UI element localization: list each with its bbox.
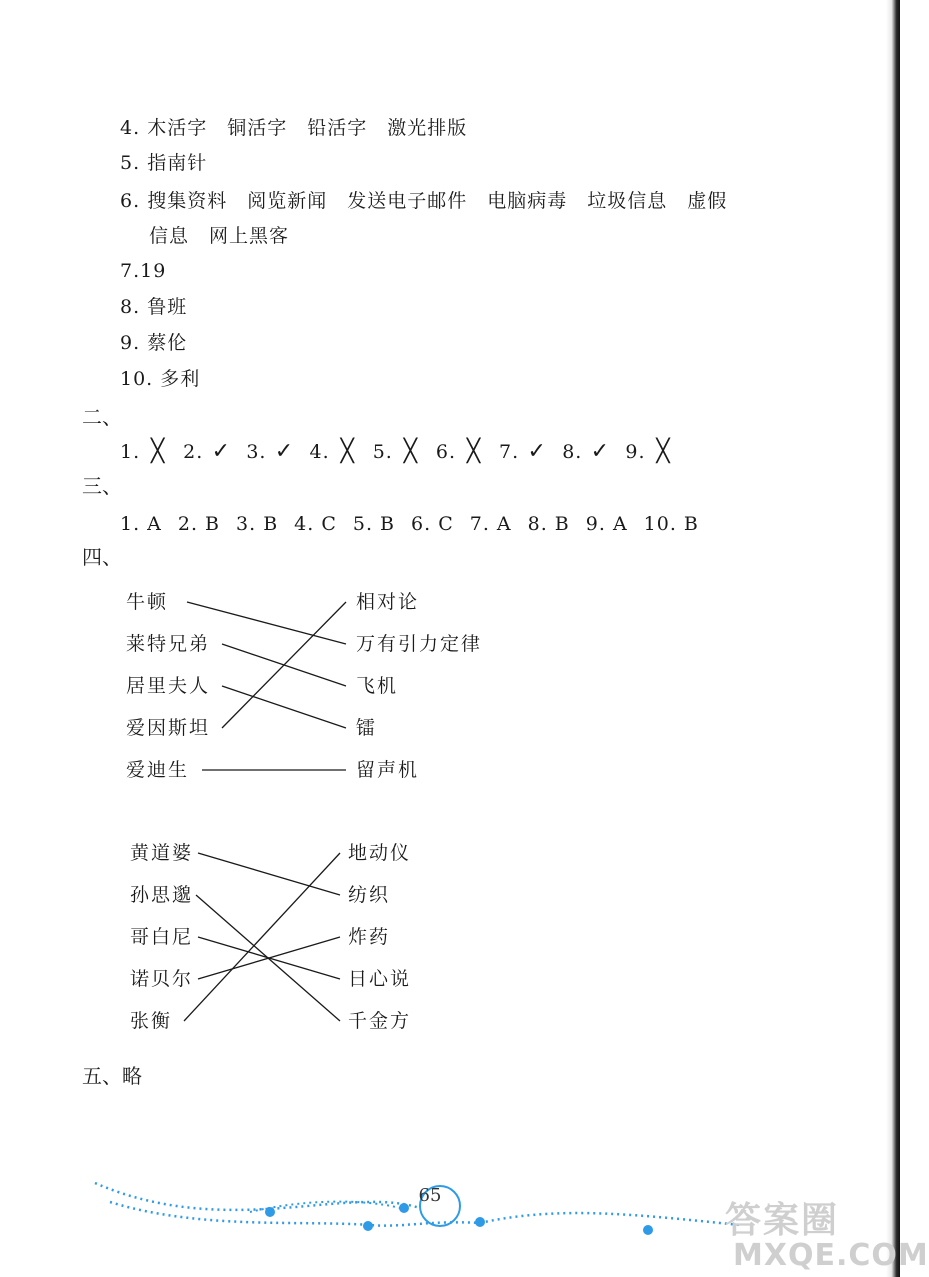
match-right-item: 日心说	[348, 968, 412, 990]
choice-answer: 5. B	[352, 513, 396, 535]
match-line	[198, 853, 340, 895]
match-right-item: 炸药	[348, 926, 391, 948]
match-left-item: 哥白尼	[130, 926, 194, 948]
choice-answer: 8. B	[527, 513, 570, 535]
tf-answer: 7. ✓	[499, 439, 547, 464]
match-line	[187, 602, 346, 644]
match-right-item: 千金方	[348, 1010, 412, 1032]
choice-answer: 3. B	[236, 513, 279, 535]
section-5-heading: 五、略	[82, 1064, 142, 1088]
choice-answer: 2. B	[177, 513, 221, 535]
match-left-item: 牛顿	[126, 591, 169, 613]
check-mark-icon: ✓	[590, 439, 611, 464]
choice-answer: 6. C	[411, 513, 454, 535]
cross-mark-icon: ╳	[340, 439, 355, 464]
match-left-item: 居里夫人	[126, 675, 211, 697]
check-mark-icon: ✓	[211, 439, 232, 464]
section-2-heading: 二、	[82, 405, 122, 429]
match-right-item: 镭	[356, 717, 378, 739]
item-10: 10. 多利	[120, 368, 201, 390]
match-right-item: 相对论	[356, 591, 420, 613]
page-number: 65	[418, 1185, 442, 1206]
match-left-item: 张衡	[130, 1010, 173, 1032]
match-right-item: 飞机	[356, 675, 399, 697]
check-mark-icon: ✓	[527, 439, 547, 464]
watermark-logo-text: 答案圈	[725, 1200, 840, 1241]
tf-answer: 6. ╳	[436, 440, 485, 464]
match-line	[184, 853, 340, 1021]
item-9: 9. 蔡伦	[120, 332, 188, 354]
item-8: 8. 鲁班	[120, 296, 188, 318]
cross-mark-icon: ╳	[403, 439, 418, 464]
match-right-item: 纺织	[348, 884, 391, 906]
cross-mark-icon: ╳	[466, 439, 482, 464]
match-left-item: 爱因斯坦	[126, 717, 211, 739]
tf-answer: 2. ✓	[183, 439, 232, 464]
choice-answer: 7. A	[469, 513, 512, 535]
choice-answer: 10. B	[643, 513, 699, 535]
choice-answer: 1. A	[120, 513, 162, 535]
tf-answer: 1. ╳	[120, 440, 169, 464]
check-mark-icon: ✓	[274, 439, 295, 464]
match-left-item: 爱迪生	[126, 759, 190, 781]
match-left-item: 诺贝尔	[130, 968, 194, 990]
match-right-item: 留声机	[356, 759, 420, 781]
tf-answer: 5. ╳	[373, 440, 422, 464]
cross-mark-icon: ╳	[656, 439, 671, 464]
match-left-item: 孙思邈	[130, 884, 194, 906]
match-left-item: 莱特兄弟	[126, 633, 211, 655]
match-line	[222, 602, 346, 728]
cross-mark-icon: ╳	[151, 439, 166, 464]
choice-answer: 4. C	[294, 513, 337, 535]
item-4: 4. 木活字 铜活字 铅活字 激光排版	[120, 117, 468, 139]
watermark-url: MXQE.COM	[733, 1238, 929, 1273]
item-6-continued: 信息 网上黑客	[149, 225, 290, 247]
tf-answer: 4. ╳	[310, 440, 359, 464]
item-6: 6. 搜集资料 阅览新闻 发送电子邮件 电脑病毒 垃圾信息 虚假	[120, 190, 728, 212]
match-right-item: 地动仪	[348, 842, 412, 864]
match-left-item: 黄道婆	[130, 842, 194, 864]
section-3-heading: 三、	[82, 474, 122, 498]
item-5: 5. 指南针	[120, 152, 208, 174]
tf-answer: 3. ✓	[246, 439, 295, 464]
section-4-heading: 四、	[82, 545, 122, 569]
choice-answer: 9. A	[585, 513, 628, 535]
tf-answer: 9. ╳	[625, 440, 674, 464]
item-7: 7.19	[120, 260, 167, 282]
tf-answer: 8. ✓	[562, 439, 611, 464]
match-line	[222, 686, 346, 728]
match-right-item: 万有引力定律	[356, 633, 483, 655]
